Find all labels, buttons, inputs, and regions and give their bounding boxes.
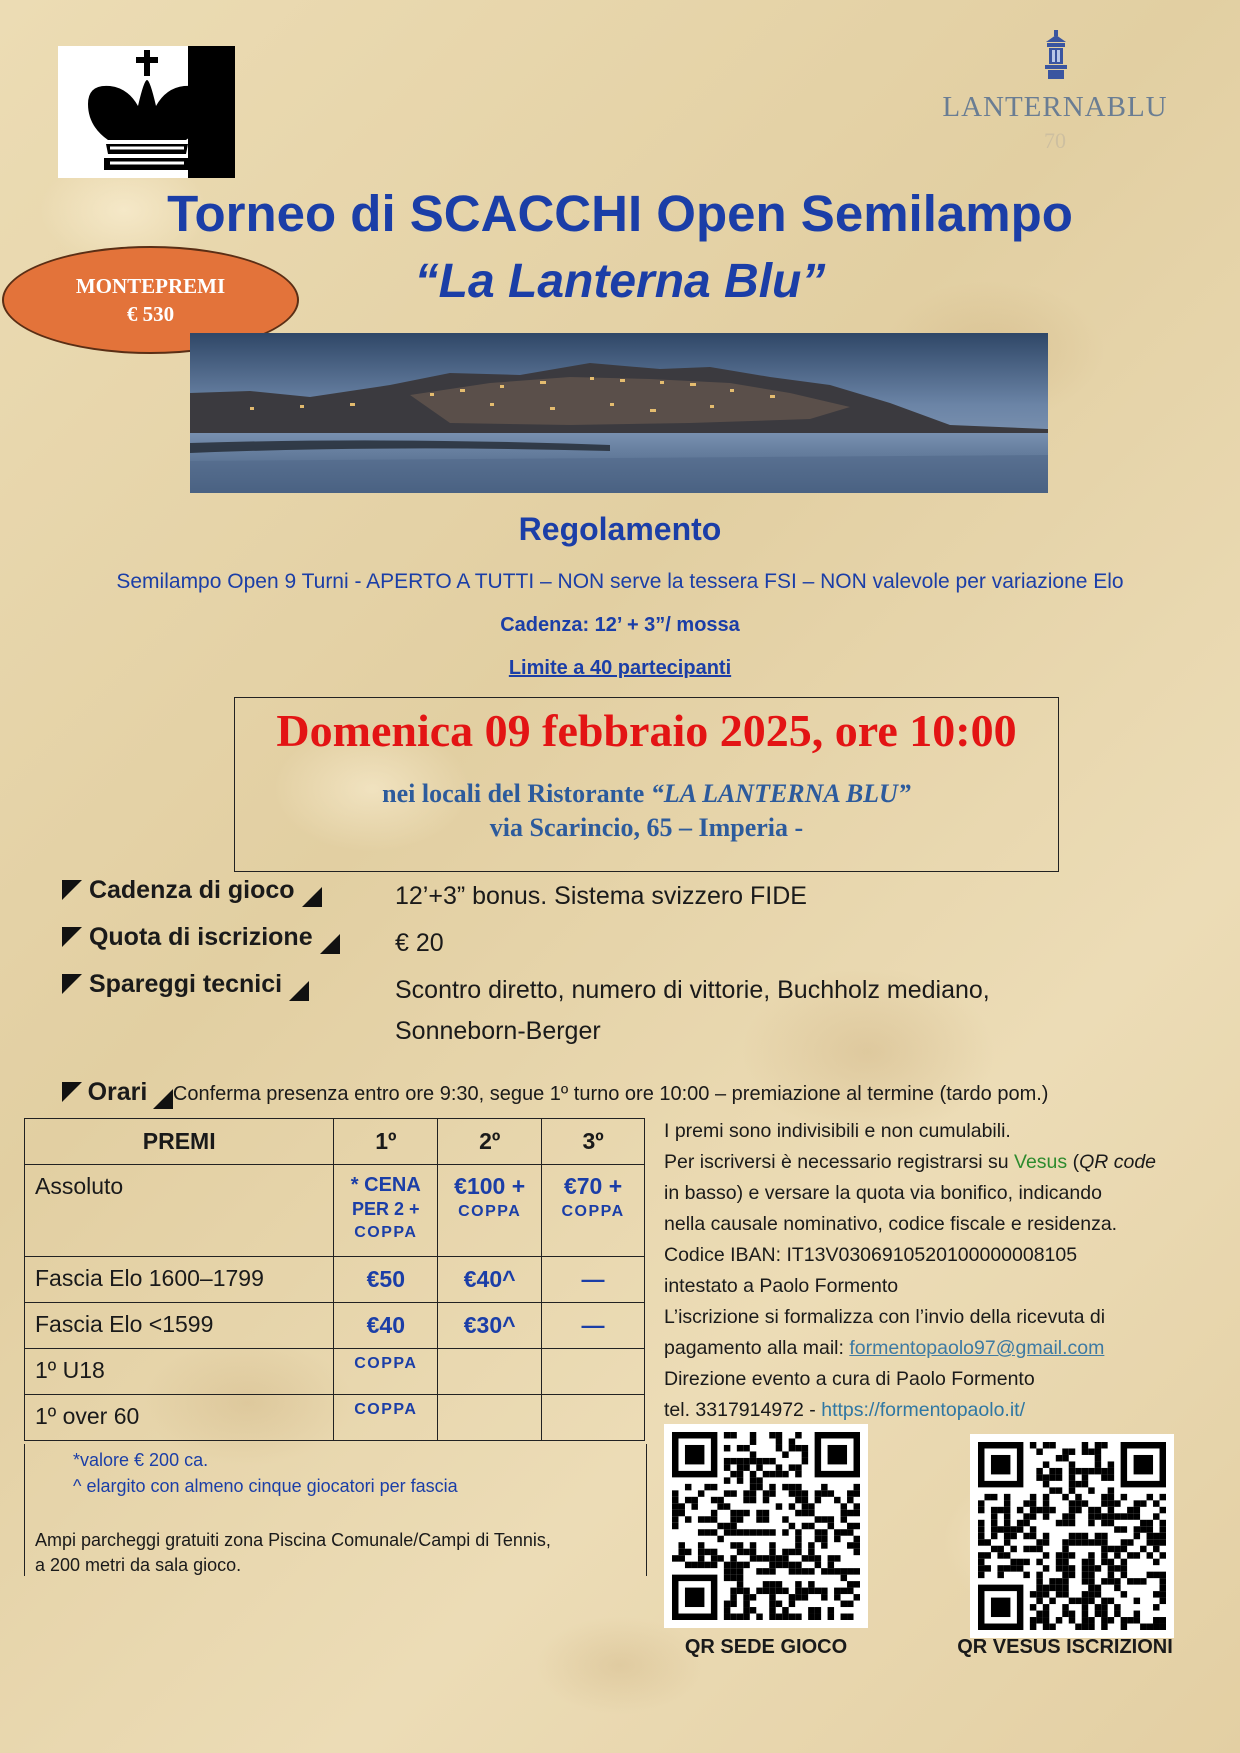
- registration-info: [664, 1116, 1224, 1426]
- note-valore: *valore € 200 ca.: [73, 1450, 209, 1470]
- venue-prefix: nei locali del Ristorante: [382, 779, 651, 808]
- header-second: 2º: [438, 1119, 542, 1165]
- info-line: I premi sono indivisibili e non cumulabili.: [664, 1120, 1011, 1142]
- note-parcheggi: [35, 1528, 551, 1578]
- prize-value: €100 +: [454, 1173, 526, 1199]
- email-link[interactable]: formentopaolo97@gmail.com: [849, 1337, 1105, 1359]
- cadenza-label-row: [62, 876, 322, 905]
- cell-empty: [438, 1349, 542, 1395]
- regolamento-limite: Limite a 40 partecipanti: [508, 657, 732, 679]
- venue-name: “LA LANTERNA BLU”: [650, 779, 911, 808]
- cell-empty: [542, 1395, 645, 1441]
- corner-marker-icon: [289, 981, 309, 1001]
- cell-prize: €50: [334, 1257, 438, 1303]
- corner-marker-icon: [62, 880, 82, 900]
- prize-value: €70 +: [563, 1173, 623, 1199]
- note-elargito: ^ elargito con almeno cinque giocatori per fascia: [73, 1476, 458, 1496]
- info-line: Direzione evento a cura di Paolo Formento: [664, 1368, 1035, 1390]
- table-row: [25, 1395, 645, 1441]
- prize-notes: [24, 1444, 647, 1576]
- orari-label: Orari: [87, 1078, 148, 1106]
- cell-prize: —: [542, 1303, 645, 1349]
- cell-empty: [542, 1349, 645, 1395]
- cell-prize: €40^: [438, 1257, 542, 1303]
- event-address: via Scarincio, 65 – Imperia -: [489, 813, 804, 842]
- spareggi-value: [395, 970, 990, 1052]
- qr-sede-icon[interactable]: [664, 1424, 868, 1628]
- prize-value: * CENA: [350, 1174, 421, 1196]
- table-row: [25, 1303, 645, 1349]
- coppa-label: COPPA: [561, 1203, 625, 1220]
- row-label: 1º U18: [25, 1349, 334, 1395]
- info-line: intestato a Paolo Formento: [664, 1275, 899, 1297]
- prize-pool-amount: € 530: [126, 302, 175, 326]
- vesus-link[interactable]: Vesus: [1014, 1151, 1068, 1173]
- cell-prize: €40: [334, 1303, 438, 1349]
- website-link[interactable]: https://formentopaolo.it/: [821, 1399, 1025, 1421]
- coppa-label: COPPA: [354, 1224, 418, 1241]
- info-line: [664, 1395, 1224, 1426]
- cell-empty: [438, 1395, 542, 1441]
- cell-prize: [334, 1165, 438, 1257]
- spareggi-label: Spareggi tecnici: [88, 970, 283, 998]
- spareggi-value-line2: Sonneborn-Berger: [395, 1017, 601, 1045]
- regolamento-format: Semilampo Open 9 Turni - APERTO A TUTTI – NON serve la tessera FSI – NON valevole per variazione Elo: [116, 570, 1124, 593]
- chess-king-logo: [58, 46, 235, 178]
- regolamento-cadenza: Cadenza: 12’ + 3”/ mossa: [500, 614, 740, 636]
- corner-marker-icon: [62, 974, 82, 994]
- orari-row: [62, 1078, 1048, 1107]
- prize-table: [24, 1118, 645, 1441]
- header-premi: PREMI: [25, 1119, 334, 1165]
- iban-line: Codice IBAN: IT13V0306910520100000008105: [664, 1244, 1078, 1266]
- info-line: L’iscrizione si formalizza con l’invio della ricevuta di: [664, 1306, 1106, 1328]
- note-parcheggi-line1: Ampi parcheggi gratuiti zona Piscina Comunale/Campi di Tennis,: [35, 1530, 551, 1550]
- event-date: Domenica 09 febbraio 2025, ore 10:00: [276, 705, 1017, 756]
- regolamento-heading: Regolamento: [518, 511, 722, 547]
- page-title: Torneo di SCACCHI Open Semilampo: [167, 185, 1073, 242]
- row-label: Fascia Elo <1599: [25, 1303, 334, 1349]
- cadenza-label: Cadenza di gioco: [88, 876, 295, 904]
- harbor-photo: [190, 333, 1048, 493]
- table-header-row: [25, 1119, 645, 1165]
- qr-vesus-icon[interactable]: [970, 1434, 1174, 1638]
- corner-marker-icon: [62, 927, 82, 947]
- corner-marker-icon: [153, 1089, 173, 1109]
- row-label: Fascia Elo 1600–1799: [25, 1257, 334, 1303]
- coppa-label: COPPA: [354, 1355, 418, 1372]
- event-venue: [235, 779, 1058, 809]
- header-first: 1º: [334, 1119, 438, 1165]
- info-text: QR code: [1079, 1151, 1157, 1173]
- coppa-label: COPPA: [458, 1203, 522, 1220]
- row-label: Assoluto: [25, 1165, 334, 1257]
- corner-marker-icon: [62, 1082, 82, 1102]
- quota-value: € 20: [395, 929, 444, 957]
- header-third: 3º: [542, 1119, 645, 1165]
- info-text: (: [1067, 1151, 1080, 1173]
- lanterna-blu-logo: [930, 30, 1180, 180]
- quota-label: Quota di iscrizione: [88, 923, 313, 951]
- prize-pool-label: MONTEPREMI: [75, 274, 226, 298]
- table-row: [25, 1165, 645, 1257]
- cell-prize: €30^: [438, 1303, 542, 1349]
- corner-marker-icon: [320, 934, 340, 954]
- lantern-icon: [1041, 30, 1071, 82]
- qr-sede-label: QR SEDE GIOCO: [684, 1636, 848, 1658]
- qr-vesus-label: QR VESUS ISCRIZIONI: [957, 1636, 1173, 1658]
- prize-value: PER 2 +: [352, 1199, 420, 1219]
- cell-prize: [438, 1165, 542, 1257]
- cell-prize: —: [542, 1257, 645, 1303]
- corner-marker-icon: [302, 887, 322, 907]
- phone-text: tel. 3317914972 -: [664, 1399, 822, 1421]
- coppa-label: COPPA: [354, 1401, 418, 1418]
- cell-prize: [334, 1349, 438, 1395]
- info-line: [664, 1147, 1224, 1178]
- brand-name: LANTERNABLU: [942, 91, 1168, 123]
- cadenza-value: 12’+3” bonus. Sistema svizzero FIDE: [395, 882, 807, 910]
- info-line: [664, 1333, 1224, 1364]
- anniversary-badge: 70: [1044, 128, 1066, 153]
- spareggi-value-line1: Scontro diretto, numero di vittorie, Buchholz mediano,: [395, 976, 990, 1004]
- row-label: 1º over 60: [25, 1395, 334, 1441]
- orari-value: Conferma presenza entro ore 9:30, segue 1º turno ore 10:00 – premiazione al termine (tardo pom.): [172, 1083, 1049, 1105]
- cell-prize: [542, 1165, 645, 1257]
- info-line: in basso) e versare la quota via bonifico, indicando: [664, 1182, 1102, 1204]
- info-text: pagamento alla mail:: [664, 1337, 850, 1359]
- info-line: nella causale nominativo, codice fiscale e residenza.: [664, 1213, 1118, 1235]
- info-text: Per iscriversi è necessario registrarsi su: [664, 1151, 1015, 1173]
- quota-label-row: [62, 923, 340, 952]
- event-date-box: [234, 697, 1059, 872]
- spareggi-label-row: [62, 970, 309, 999]
- table-row: [25, 1257, 645, 1303]
- cell-prize: [334, 1395, 438, 1441]
- note-parcheggi-line2: a 200 metri da sala gioco.: [35, 1555, 242, 1575]
- table-row: [25, 1349, 645, 1395]
- page-subtitle: “La Lanterna Blu”: [414, 255, 826, 308]
